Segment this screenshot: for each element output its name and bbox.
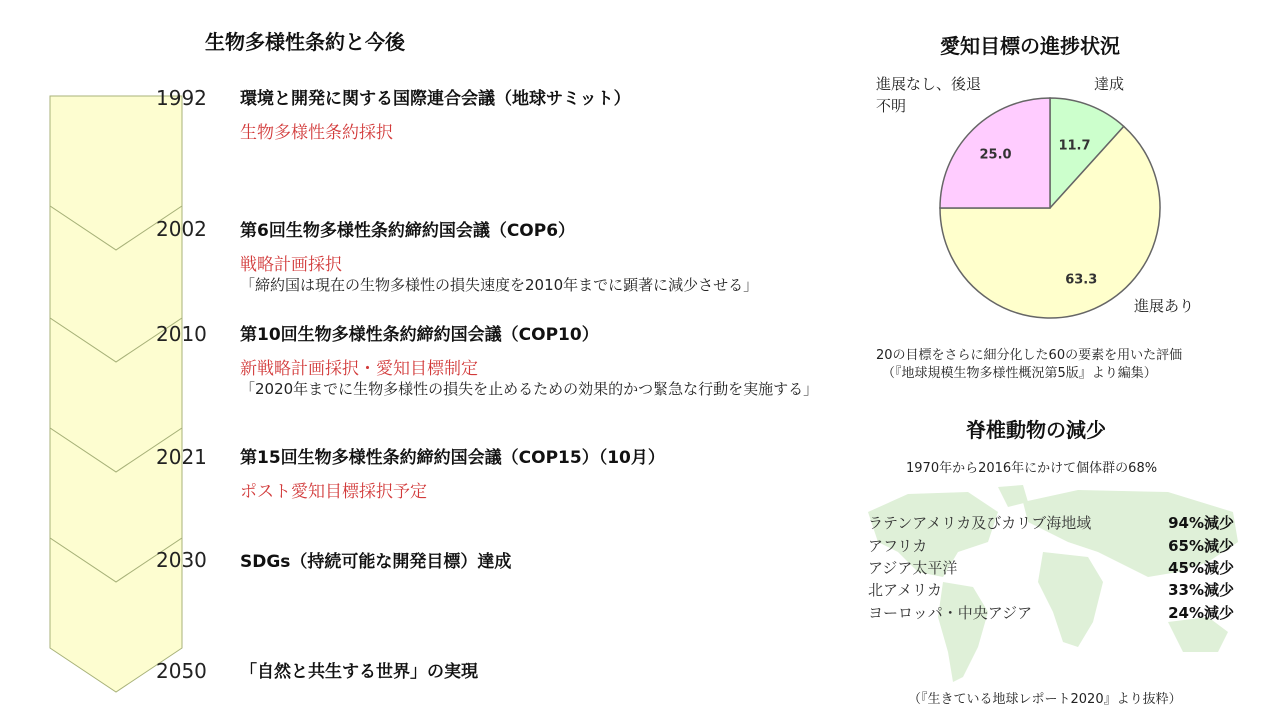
pie-label-achieved: 達成 <box>1094 75 1125 93</box>
pie-chart-title: 愛知目標の進捗状況 <box>940 34 1120 58</box>
event-subtitle-2021: ポスト愛知目標採択予定 <box>240 482 427 502</box>
year-1992: 1992 <box>156 86 207 110</box>
year-2030: 2030 <box>156 548 207 572</box>
event-note-2010: 「2020年までに生物多様性の損失を止めるための効果的かつ緊急な行動を実施する」 <box>240 380 819 398</box>
region-row <box>868 535 1234 557</box>
year-2021: 2021 <box>156 445 207 469</box>
event-subtitle-1992: 生物多様性条約採択 <box>240 123 393 143</box>
event-subtitle-2002: 戦略計画採択 <box>240 255 342 275</box>
event-note-2002: 「締約国は現在の生物多様性の損失速度を2010年までに顕著に減少させる」 <box>240 276 759 294</box>
region-row <box>868 602 1234 624</box>
event-title-1992: 環境と開発に関する国際連合会議（地球サミット） <box>240 89 631 109</box>
vertebrate-source: （『生きている地球レポート2020』より抜粋） <box>908 692 1182 707</box>
event-title-2010: 第10回生物多様性条約締約国会議（COP10） <box>240 325 599 345</box>
year-2002: 2002 <box>156 217 207 241</box>
region-row <box>868 512 1234 534</box>
event-subtitle-2010: 新戦略計画採択・愛知目標制定 <box>240 359 478 379</box>
region-name: アジア太平洋 <box>868 559 958 577</box>
region-name: ラテンアメリカ及びカリブ海地域 <box>868 514 1092 532</box>
region-decline: 65%減少 <box>1168 537 1234 555</box>
pie-label-none-line1: 進展なし、後退 <box>876 75 982 93</box>
pie-value-label: 11.7 <box>1058 138 1091 154</box>
region-row <box>868 557 1234 579</box>
region-decline: 45%減少 <box>1168 559 1234 577</box>
region-decline: 94%減少 <box>1168 514 1234 532</box>
pie-chart <box>930 88 1170 328</box>
event-title-2002: 第6回生物多様性条約締約国会議（COP6） <box>240 221 576 241</box>
pie-value-label: 63.3 <box>1065 272 1098 288</box>
pie-source: （『地球規模生物多様性概況第5版』より編集） <box>882 366 1157 381</box>
event-title-2030: SDGs（持続可能な開発目標）達成 <box>240 552 512 572</box>
pie-value-label: 25.0 <box>979 147 1012 163</box>
year-2050: 2050 <box>156 659 207 683</box>
region-decline: 33%減少 <box>1168 581 1234 599</box>
region-name: 北アメリカ <box>868 581 942 599</box>
event-title-2021: 第15回生物多様性条約締約国会議（COP15）（10月） <box>240 448 665 468</box>
vertebrate-title: 脊椎動物の減少 <box>966 418 1106 442</box>
pie-label-progress: 進展あり <box>1134 297 1195 315</box>
region-row <box>868 579 1234 601</box>
event-title-2050: 「自然と共生する世界」の実現 <box>240 662 478 682</box>
region-decline: 24%減少 <box>1168 604 1234 622</box>
timeline-title: 生物多様性条約と今後 <box>205 30 405 54</box>
year-2010: 2010 <box>156 322 207 346</box>
pie-label-none-line2: 不明 <box>876 97 907 115</box>
pie-note: 20の目標をさらに細分化した60の要素を用いた評価 <box>876 348 1183 363</box>
region-name: ヨーロッパ・中央アジア <box>868 604 1033 622</box>
region-name: アフリカ <box>868 537 928 555</box>
vertebrate-subtitle: 1970年から2016年にかけて個体群の68% <box>906 461 1158 476</box>
